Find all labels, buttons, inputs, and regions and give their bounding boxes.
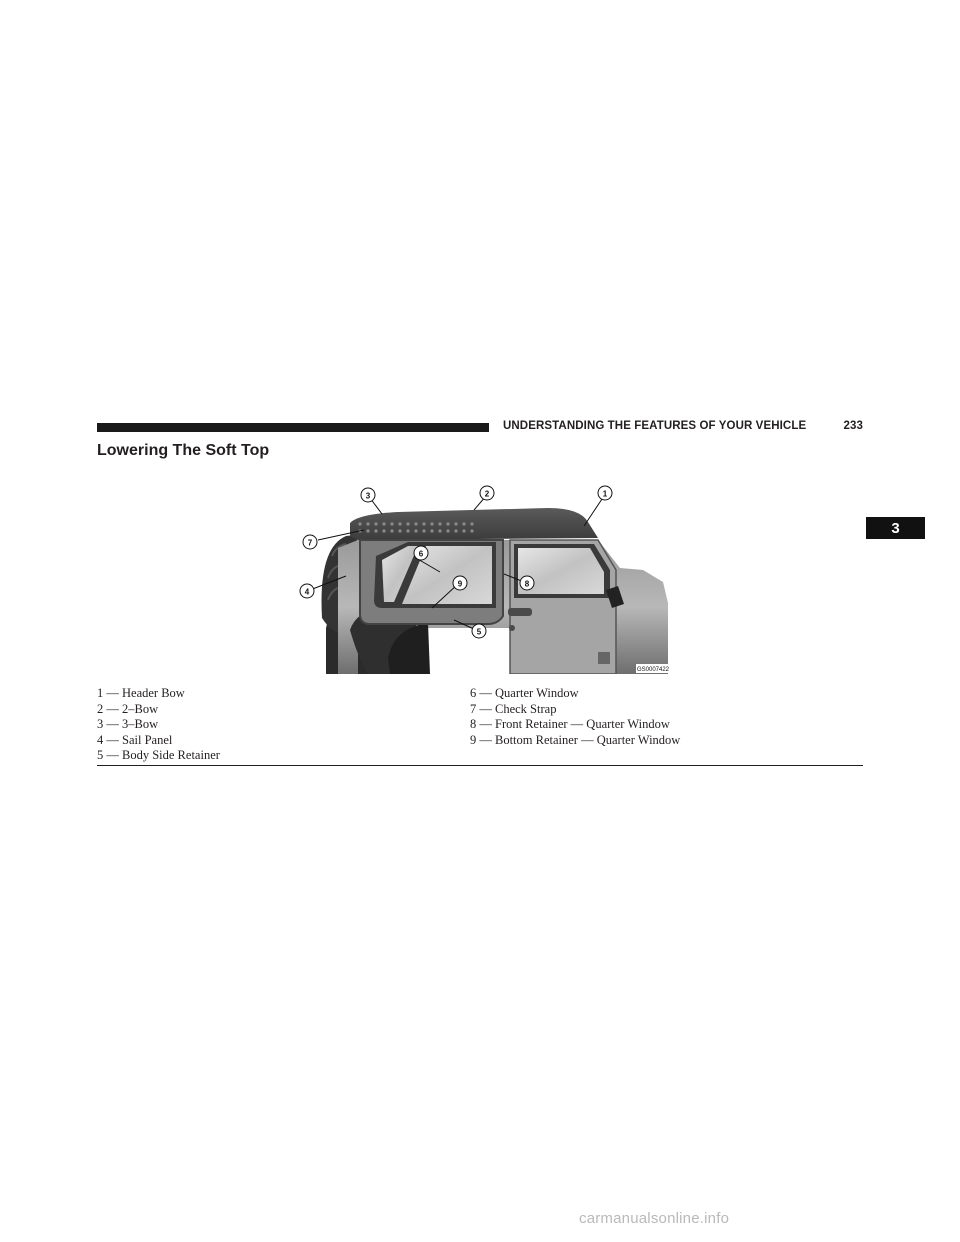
legend-item: 2 — 2–Bow xyxy=(97,701,159,716)
section-title: Lowering The Soft Top xyxy=(97,442,270,459)
legend-item: 9 — Bottom Retainer — Quarter Window xyxy=(470,732,681,747)
door-hinge xyxy=(598,652,610,664)
soft-top xyxy=(350,508,598,540)
running-head xyxy=(503,420,863,436)
svg-text:8: 8 xyxy=(524,579,530,589)
callout-1 xyxy=(598,486,612,500)
running-head-section: UNDERSTANDING THE FEATURES OF YOUR VEHICLE xyxy=(503,420,807,432)
legend-item: 7 — Check Strap xyxy=(470,701,557,716)
callout-8 xyxy=(520,576,534,590)
legend-item: 5 — Body Side Retainer xyxy=(97,748,220,762)
figure-code: GS0007422 xyxy=(636,667,670,673)
callout-3 xyxy=(361,488,375,502)
callout-6 xyxy=(414,546,428,560)
page-number: 233 xyxy=(843,420,863,432)
svg-text:4: 4 xyxy=(304,587,310,597)
legend-item: 6 — Quarter Window xyxy=(470,686,579,700)
legend-right xyxy=(470,686,680,748)
svg-text:9: 9 xyxy=(457,579,463,589)
legend-item: 8 — Front Retainer — Quarter Window xyxy=(470,717,670,731)
svg-text:1: 1 xyxy=(602,489,608,499)
header-rule xyxy=(97,423,489,432)
svg-text:6: 6 xyxy=(418,549,424,559)
legend-left xyxy=(97,686,220,764)
watermark: carmanualsonline.info xyxy=(579,1210,730,1227)
callout-5 xyxy=(472,624,486,638)
svg-text:2: 2 xyxy=(484,489,490,499)
bottom-rule xyxy=(97,765,863,766)
soft-top-figure xyxy=(298,478,670,674)
legend-item: 1 — Header Bow xyxy=(97,686,185,700)
callout-7 xyxy=(303,535,317,549)
door-lock xyxy=(509,625,515,631)
legend-item: 4 — Sail Panel xyxy=(97,732,173,747)
callout-4 xyxy=(300,584,314,598)
svg-text:7: 7 xyxy=(307,538,313,548)
callout-2 xyxy=(480,486,494,500)
chapter-tab: 3 xyxy=(866,517,925,539)
callout-9 xyxy=(453,576,467,590)
jeep-soft-top-illustration xyxy=(298,478,670,674)
door-handle xyxy=(508,608,532,616)
legend-item: 3 — 3–Bow xyxy=(97,717,159,731)
svg-text:3: 3 xyxy=(365,491,371,501)
svg-text:5: 5 xyxy=(476,627,482,637)
